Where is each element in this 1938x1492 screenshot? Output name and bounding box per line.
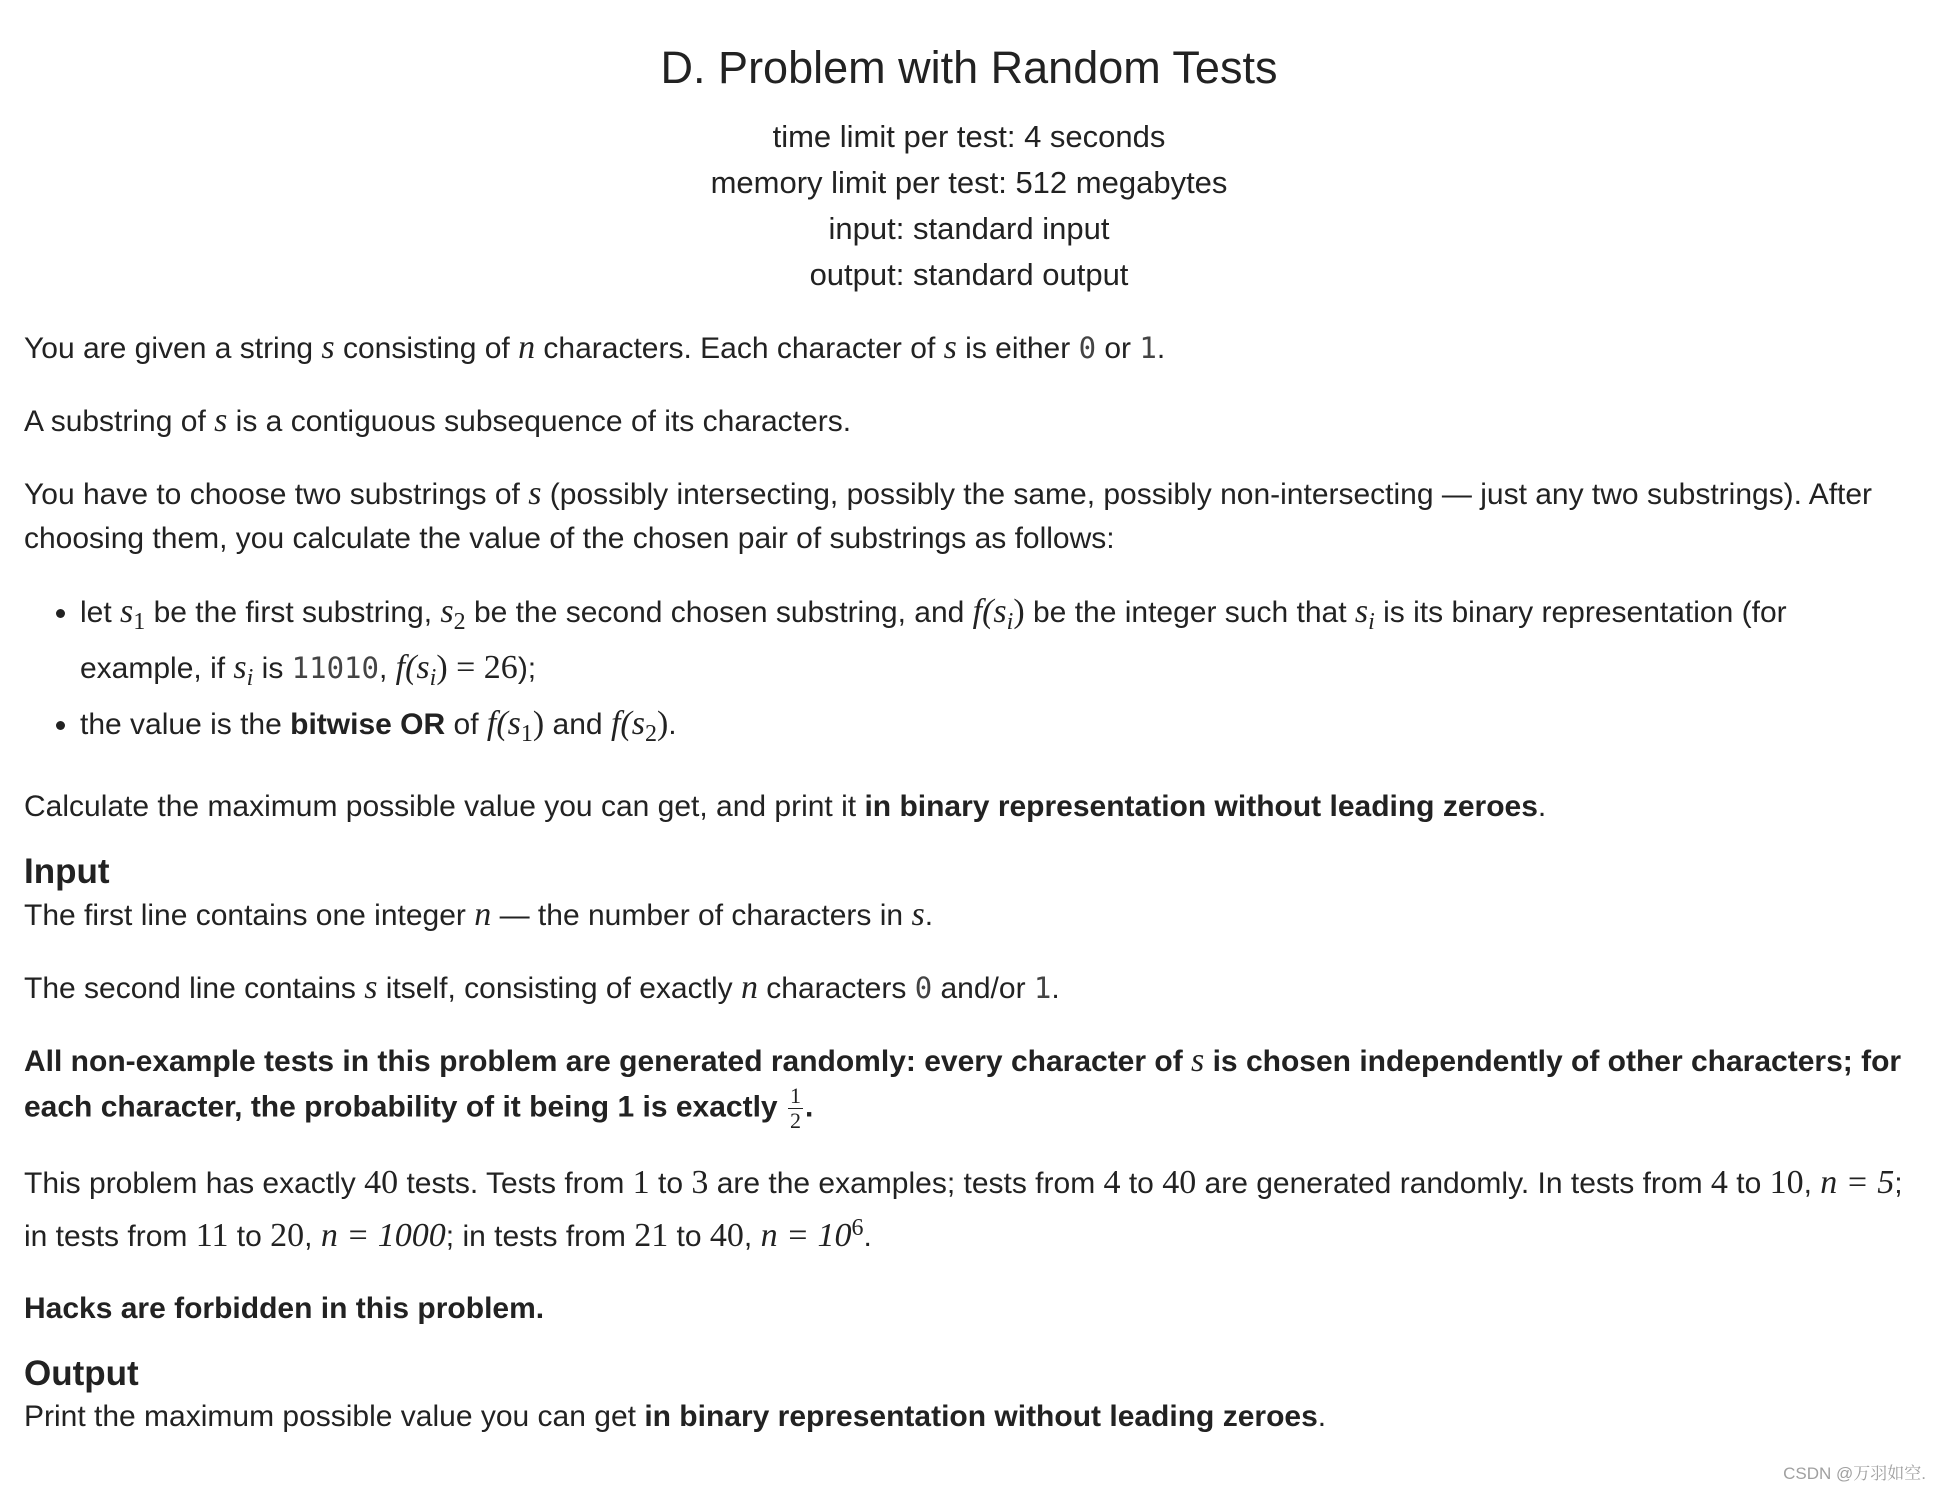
statement-paragraph-1: You are given a string s consisting of n characters. Each character of s is either 0 or 1. (24, 329, 1166, 366)
problem-statement (24, 0, 1914, 1439)
value-rules-list (24, 589, 1914, 757)
statement-paragraph-4: Calculate the maximum possible value you can get, and print it in binary representation without leading zeroes. (24, 790, 1547, 823)
input-heading: Input (24, 852, 110, 891)
statement-paragraph-2: A substring of s is a contiguous subsequence of its characters. (24, 402, 852, 439)
random-tests-note: All non-example tests in this problem are generated randomly: every character of s is chosen independently of other characters; for each character, the probability of it being 1 is exactly $\frac{1}{2}$ . (24, 1042, 1902, 1133)
test-distribution-paragraph: This problem has exactly 40 tests. Tests from 1 to 3 are the examples; tests from 4 to 40 are generated randomly. In tests from 4 to 10, n = 5; in tests from 11 to 20, n = 1000; in tests from 21 to 40, $n = 10^6$. (24, 1164, 1903, 1254)
problem-title: D. Problem with Random Tests (660, 42, 1278, 93)
output-heading: Output (24, 1354, 139, 1393)
input-paragraph-2: The second line contains s itself, consisting of exactly n characters 0 and/or 1. (24, 969, 1060, 1006)
input-paragraph-1: The first line contains one integer n — the number of characters in s. (24, 896, 934, 933)
output-spec: output: standard output (809, 257, 1129, 292)
memory-limit: memory limit per test: 512 megabytes (710, 165, 1228, 200)
statement-paragraph-3: You have to choose two substrings of s (possibly intersecting, possibly the same, possibly non-intersecting — just any two substrings). After choosing them, you calculate the value of the chosen pair of substrings as follows: (24, 475, 1873, 555)
list-item: • the value is the bitwise OR of $f(s_1)$ and $f(s_2)$. (80, 701, 1914, 757)
limits-block (24, 114, 1914, 298)
hacks-note: Hacks are forbidden in this problem. (24, 1292, 545, 1325)
output-paragraph: Print the maximum possible value you can get in binary representation without leading zeroes. (24, 1400, 1327, 1433)
time-limit: time limit per test: 4 seconds (772, 119, 1166, 154)
watermark: CSDN @万羽如空. (1783, 1464, 1926, 1483)
one-half-fraction: $\frac{1}{2}$ (789, 1083, 801, 1133)
list-item: • let $s_1$ be the first substring, $s_2$ be the second chosen substring, and $f(s_i)$ be the integer such that $s_i$ is its binary representation (for example, if $s_i$ is 11010, $f(s_i) = 26$); (80, 589, 1914, 701)
input-spec: input: standard input (828, 211, 1110, 246)
